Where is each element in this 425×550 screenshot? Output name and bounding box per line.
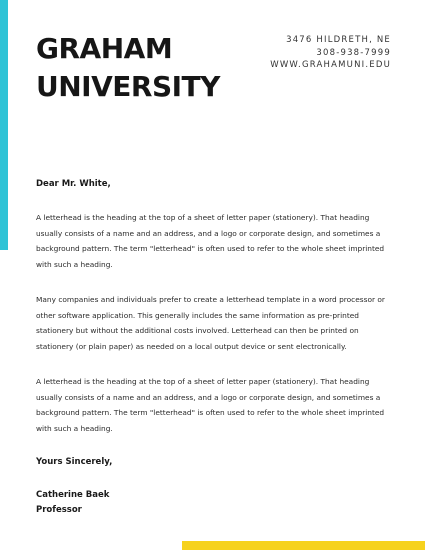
address-text: 3476 HILDRETH, NE <box>286 35 391 45</box>
bottom-accent-bar <box>182 541 425 550</box>
letter-body <box>36 178 391 456</box>
signer-name: Catherine Baek <box>36 490 110 500</box>
phone-text: 308-938-7999 <box>316 47 391 58</box>
letter-paragraph-2: Many companies and individuals prefer to create a letterhead template in a word processor or other software application. This generally includes the same information as pre-printed stationery but without the additional costs involved. Letterhead can then be printed on stationery (or plain paper) as needed on a local output device or sent electronically. <box>36 295 385 351</box>
signer-title: Professor <box>36 505 82 515</box>
organization-name-line-1: GRAHAM <box>36 32 173 65</box>
contact-block <box>270 34 391 72</box>
letter-paragraph-3: A letterhead is the heading at the top of a sheet of letter paper (stationery). That heading usually consists of a name and an address, and a logo or corporate design, and sometimes a background pattern. The term "letterhead" is often used to refer to the whole sheet imprinted with such a heading. <box>36 377 385 433</box>
organization-name-line-2: UNIVERSITY <box>36 70 220 103</box>
organization-name <box>36 30 220 106</box>
letter-paragraph-1: A letterhead is the heading at the top of a sheet of letter paper (stationery). That heading usually consists of a name and an address, and a logo or corporate design, and sometimes a background pattern. The term "letterhead" is often used to refer to the whole sheet imprinted with such a heading. <box>36 213 385 269</box>
left-accent-bar <box>0 0 8 250</box>
closing-text: Yours Sincerely, <box>36 457 113 467</box>
website-text: WWW.GRAHAMUNI.EDU <box>270 60 391 70</box>
salutation: Dear Mr. White, <box>36 179 111 189</box>
signature-block <box>36 488 109 518</box>
